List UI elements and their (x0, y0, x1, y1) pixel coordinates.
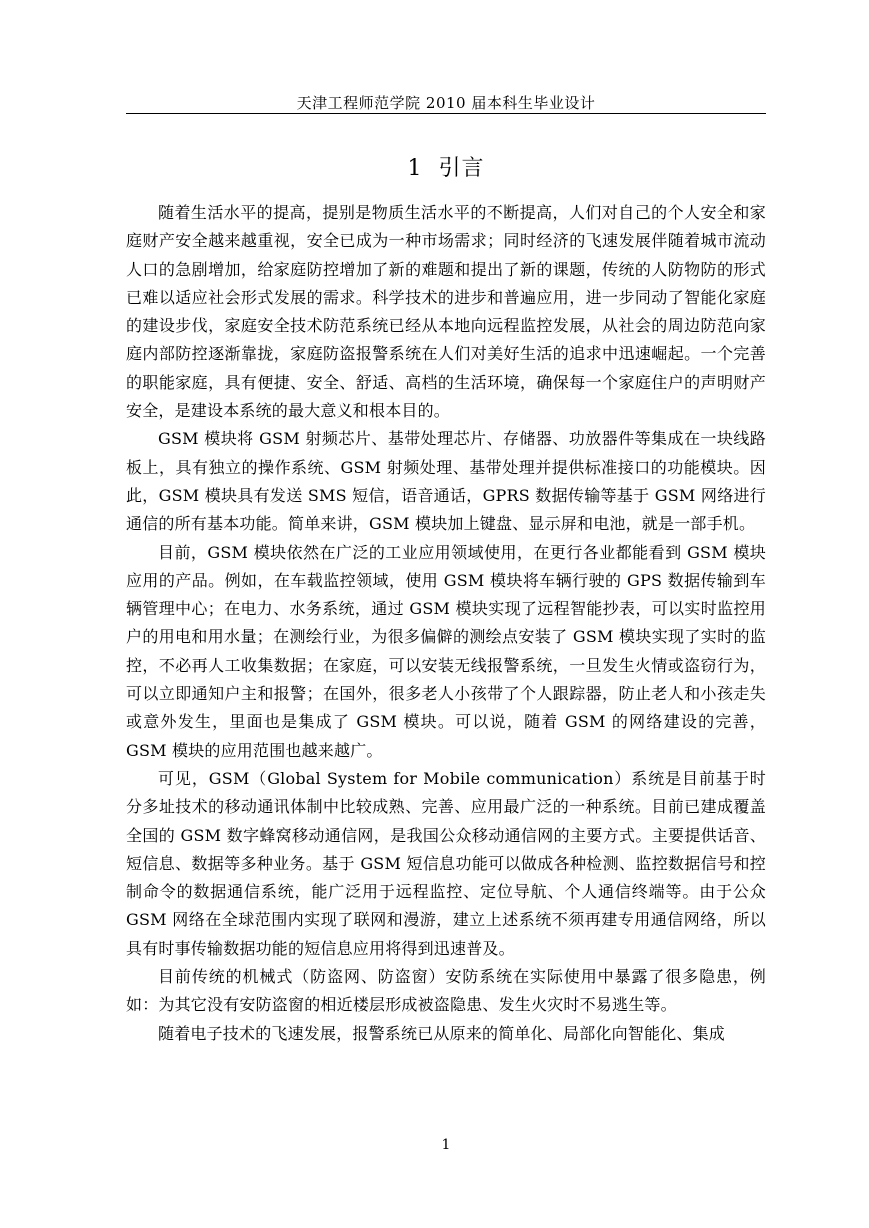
chapter-title (126, 151, 766, 182)
chapter-number: 1 (407, 156, 423, 181)
paragraph-1: 随着生活水平的提高，提别是物质生活水平的不断提高，人们对自己的个人安全和家庭财产安全越来越重视，安全已成为一种市场需求；同时经济的飞速发展伴随着城市流动人口的急剧增加，给家庭防控增加了新的难题和提出了新的课题，传统的人防物防的形式已难以适应社会形式发展的需求。科学技术的进步和普遍应用，进一步同动了智能化家庭的建设步伐，家庭安全技术防范系统已经从本地向远程监控发展，从社会的周边防范向家庭内部防控逐渐靠拢，家庭防盗报警系统在人们对美好生活的追求中迅速崛起。一个完善的职能家庭，具有便捷、安全、舒适、高档的生活环境，确保每一个家庭住户的声明财产安全，是建设本系统的最大意义和根本目的。 (126, 203, 766, 421)
paragraph-5: 目前传统的机械式（防盗网、防盗窗）安防系统在实际使用中暴露了很多隐患，例如：为其它没有安防盗窗的相近楼层形成被盗隐患、发生火灾时不易逃生等。 (126, 967, 766, 1015)
paragraph-6: 随着电子技术的飞速发展，报警系统已从原来的简单化、局部化向智能化、集成 (158, 1023, 726, 1043)
body-text (126, 199, 766, 1048)
page-header: 天津工程师范学院 2010 届本科生毕业设计 (296, 94, 596, 112)
paragraph-4: 可见，GSM（Global System for Mobile communication）系统是目前基于时分多址技术的移动通讯体制中比较成熟、完善、应用最广泛的一种系统。目前已建成覆盖全国的 GSM 数字蜂窝移动通信网，是我国公众移动通信网的主要方式。主要提供话音、短信息、数据等多种业务。基于 GSM 短信息功能可以做成各种检测、监控数据信号和控制命令的数据通信系统，能广泛用于远程监控、定位导航、个人通信终端等。由于公众 GSM 网络在全球范围内实现了联网和漫游，建立上述系统不须再建专用通信网络，所以具有时事传输数据功能的短信息应用将得到迅速普及。 (126, 768, 766, 958)
header-rule (126, 113, 766, 114)
chapter-title-text: 引言 (438, 156, 485, 181)
page-number: 1 (441, 1137, 451, 1153)
paragraph-2: GSM 模块将 GSM 射频芯片、基带处理芯片、存储器、功放器件等集成在一块线路板上，具有独立的操作系统、GSM 射频处理、基带处理并提供标准接口的功能模块。因此，GSM 模块具有发送 SMS 短信，语音通话，GPRS 数据传输等基于 GSM 网络进行通信的所有基本功能。简单来讲，GSM 模块加上键盘、显示屏和电池，就是一部手机。 (126, 429, 766, 534)
paragraph-3: 目前，GSM 模块依然在广泛的工业应用领域使用，在更行各业都能看到 GSM 模块应用的产品。例如，在车载监控领域，使用 GSM 模块将车辆行驶的 GPS 数据传输到车辆管理中心；在电力、水务系统，通过 GSM 模块实现了远程智能抄表，可以实时监控用户的用电和用水量；在测绘行业，为很多偏僻的测绘点安装了 GSM 模块实现了实时的监控，不必再人工收集数据；在家庭，可以安装无线报警系统，一旦发生火情或盗窃行为，可以立即通知户主和报警；在国外，很多老人小孩带了个人跟踪器，防止老人和小孩走失或意外发生，里面也是集成了 GSM 模块。可以说，随着 GSM 的网络建设的完善，GSM 模块的应用范围也越来越广。 (126, 542, 766, 760)
